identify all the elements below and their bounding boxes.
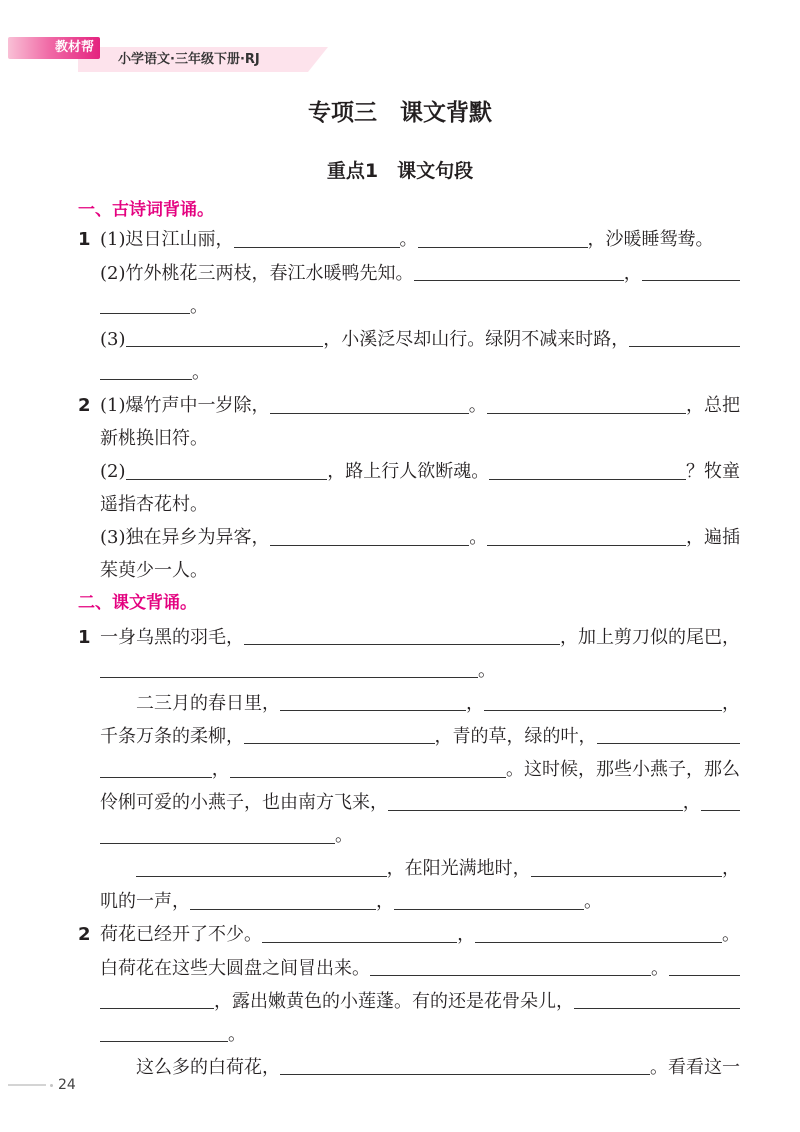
line-text: 。 [192, 361, 210, 383]
question-number: 2 [78, 394, 91, 416]
s1-q2-line-1 [0, 389, 740, 422]
line-text: 。 [584, 891, 602, 913]
line-text: ，路上行人欲断魂。 [327, 461, 490, 483]
answer-blank [234, 223, 400, 248]
line-text: 。 [468, 394, 487, 416]
line-text: 。 [399, 229, 418, 251]
footer-dot [50, 1084, 53, 1087]
answer-blank [642, 257, 740, 282]
answer-blank [487, 521, 686, 546]
answer-blank [100, 985, 214, 1010]
line-text: 新桃换旧符。 [100, 428, 208, 449]
line-text: ，总把 [686, 394, 740, 416]
s1-q1-line-5 [0, 356, 740, 389]
answer-blank [370, 952, 651, 977]
line-text: (2) [100, 461, 126, 483]
answer-blank [629, 323, 740, 348]
line-text: 二三月的春日里， [136, 692, 280, 714]
line-text: 。 [469, 527, 488, 549]
answer-blank [244, 621, 560, 646]
answer-blank [531, 852, 722, 877]
s2-q1-line-6 [0, 786, 740, 819]
s2-q1-line-4 [0, 720, 740, 753]
answer-blank [418, 223, 588, 248]
line-text: 伶俐可爱的小燕子，也由南方飞来， [100, 792, 388, 814]
answer-blank [190, 885, 376, 910]
line-text: 千条万条的柔柳， [100, 725, 244, 747]
answer-blank [100, 1018, 228, 1043]
line-text: 。看看这一 [650, 1056, 740, 1078]
s2-q1-line-8 [0, 852, 740, 885]
page-title: 专项三 课文背默 [308, 100, 492, 126]
line-text: ？牧童 [686, 461, 740, 483]
s1-q2-line-5 [0, 521, 740, 554]
line-text: (2)竹外桃花三两枝，春江水暖鸭先知。 [100, 262, 414, 284]
answer-blank [100, 654, 478, 679]
s2-q1-line-3 [0, 687, 740, 720]
s2-q2-line-1 [0, 918, 740, 951]
line-text: (3) [100, 328, 126, 350]
answer-blank [597, 720, 741, 745]
s1-q1-line-2 [0, 257, 740, 290]
line-text: 茱萸少一人。 [100, 560, 208, 582]
answer-blank [414, 257, 624, 282]
line-text: ， [682, 792, 701, 814]
line-text: ，沙暖睡鸳鸯。 [587, 229, 714, 251]
line-text: 。 [651, 957, 669, 979]
s2-q2-line-4 [0, 1018, 740, 1051]
answer-blank [574, 985, 740, 1010]
line-text: (1)爆竹声中一岁除， [100, 394, 270, 416]
answer-blank [280, 687, 466, 712]
answer-blank [100, 290, 190, 315]
line-text: 荷花已经开了不少。 [100, 924, 262, 946]
s2-q2-line-5 [0, 1051, 740, 1084]
question-number: 1 [78, 626, 91, 648]
answer-blank [136, 852, 387, 877]
answer-blank [388, 786, 683, 811]
answer-blank [100, 356, 192, 381]
line-text: 叽的一声， [100, 891, 190, 913]
section-heading-2 [0, 587, 740, 620]
worksheet-body [0, 223, 800, 1083]
s1-q2-line-6 [0, 554, 740, 587]
line-text: ，青的草，绿的叶， [434, 725, 597, 747]
answer-blank [280, 1051, 650, 1076]
s2-q2-line-3 [0, 985, 740, 1018]
answer-blank [100, 819, 335, 844]
line-text: 一身乌黑的羽毛， [100, 626, 244, 648]
line-text: 。这时候，那些小燕子，那么 [506, 758, 740, 780]
line-text: ， [623, 262, 642, 284]
line-text: 遥指杏花村。 [100, 494, 208, 516]
answer-blank [475, 918, 722, 943]
line-text: 白荷花在这些大圆盘之间冒出来。 [100, 957, 370, 979]
s2-q1-line-9 [0, 885, 740, 918]
line-text: ，在阳光满地时， [386, 858, 531, 880]
line-text: 。 [478, 659, 496, 681]
line-text: 。 [228, 1023, 246, 1045]
answer-blank [270, 521, 470, 546]
answer-blank [126, 323, 324, 348]
line-text: ，加上剪刀似的尾巴， [560, 626, 740, 648]
line-text: ， [457, 924, 476, 946]
answer-blank [270, 389, 469, 414]
line-text: ， [722, 692, 740, 714]
section-heading-1: 一、古诗词背诵。 [78, 199, 214, 220]
s2-q1-line-5 [0, 753, 740, 786]
answer-blank [487, 389, 686, 414]
brand-badge [8, 37, 100, 59]
s2-q1-line-2 [0, 654, 740, 687]
question-number: 1 [78, 229, 91, 251]
line-text: 。 [722, 924, 740, 946]
answer-blank [701, 786, 740, 811]
s1-q1-line-4 [0, 323, 740, 356]
question-number: 2 [78, 924, 91, 946]
s1-q2-line-4 [0, 488, 740, 521]
s1-q2-line-3 [0, 455, 740, 488]
page-subtitle: 重点1 课文句段 [326, 160, 474, 182]
line-text: ， [376, 891, 394, 913]
line-text: ，露出嫩黄色的小莲蓬。有的还是花骨朵儿， [214, 990, 574, 1012]
answer-blank [484, 687, 722, 712]
line-text: ，小溪泛尽却山行。绿阴不减来时路， [323, 328, 630, 350]
line-text: 。 [190, 295, 208, 317]
line-text: ，遍插 [686, 527, 740, 549]
line-text: ， [211, 758, 230, 780]
line-text: 这么多的白荷花， [136, 1056, 280, 1078]
answer-blank [262, 918, 457, 943]
brand-badge-label: 教材帮 [54, 40, 94, 55]
answer-blank [100, 753, 212, 778]
line-text: 。 [335, 825, 353, 847]
answer-blank [244, 720, 435, 745]
footer-rule [8, 1084, 46, 1086]
page-number: 24 [58, 1077, 76, 1093]
answer-blank [126, 455, 328, 480]
book-info: 小学语文·三年级下册·RJ [118, 52, 260, 67]
s2-q1-line-7 [0, 819, 740, 852]
s1-q1-line-1 [0, 223, 740, 256]
line-text: ， [722, 858, 740, 880]
line-text: (1)迟日江山丽， [100, 229, 234, 251]
answer-blank [489, 455, 686, 480]
section-heading-text: 二、课文背诵。 [78, 593, 197, 614]
line-text: ， [466, 692, 484, 714]
answer-blank [230, 753, 506, 778]
answer-blank [394, 885, 584, 910]
line-text: (3)独在异乡为异客， [100, 527, 270, 549]
s1-q1-line-3 [0, 290, 740, 323]
s1-q2-line-2 [0, 422, 740, 455]
s2-q2-line-2 [0, 952, 740, 985]
answer-blank [669, 952, 740, 977]
s2-q1-line-1 [0, 621, 740, 654]
